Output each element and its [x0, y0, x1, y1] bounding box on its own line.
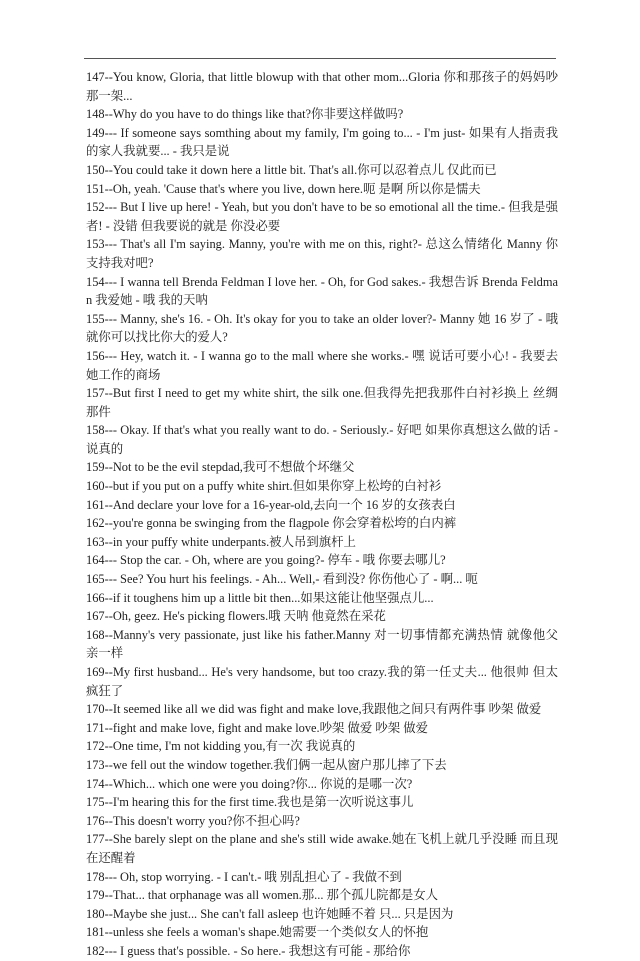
transcript-line-151: 151--Oh, yeah. 'Cause that's where you live, down here.呃 是啊 所以你是懦夫 — [86, 181, 481, 196]
transcript-line-164: 164--- Stop the car. - Oh, where are you going?- 停车 - 哦 你要去哪儿? — [86, 553, 446, 568]
transcript-line-181: 181--unless she feels a woman's shape.她需要一个类似女人的怀抱 — [86, 925, 429, 940]
transcript-line-177: 177--She barely slept on the plane and she's still wide awake.她在飞机上就几乎没睡 而且现在还醒着 — [86, 832, 558, 865]
transcript-line-154: 154--- I wanna tell Brenda Feldman I love her. - Oh, for God sakes.- 我想告诉 Brenda Feldman 我爱她 - 哦 我的天呐 — [86, 274, 558, 308]
transcript-line-168: 168--Manny's very passionate, just like his father.Manny 对一切事情都充满热情 就像他父亲一样 — [86, 627, 558, 661]
transcript-line-150: 150--You could take it down here a little bit. That's all.你可以忍着点儿 仅此而已 — [86, 162, 497, 177]
transcript-line-148: 148--Why do you have to do things like that?你非要这样做吗? — [86, 107, 404, 122]
transcript-line-178: 178--- Oh, stop worrying. - I can't.- 哦 别乱担心了 - 我做不到 — [86, 869, 402, 884]
transcript-line-167: 167--Oh, geez. He's picking flowers.哦 天呐 他竟然在采花 — [86, 609, 386, 624]
transcript-line-156: 156--- Hey, watch it. - I wanna go to the mall where she works.- 嘿 说话可要小心! - 我要去她工作的商场 — [86, 348, 558, 382]
header-rule — [84, 58, 556, 59]
transcript-line-179: 179--That... that orphanage was all women.那... 那个孤儿院都是女人 — [86, 888, 439, 903]
transcript-line-182: 182--- I guess that's possible. - So here.- 我想这有可能 - 那给你 — [86, 943, 411, 958]
transcript-line-172: 172--One time, I'm not kidding you,有一次 我说真的 — [86, 739, 356, 754]
transcript-line-157: 157--But first I need to get my white shirt, the silk one.但我得先把我那件白衬衫换上 丝绸那件 — [86, 386, 558, 419]
transcript-line-165: 165--- See? You hurt his feelings. - Ah... Well,- 看到没? 你伤他心了 - 啊... 呃 — [86, 572, 478, 587]
transcript-line-173: 173--we fell out the window together.我们俩一起从窗户那儿摔了下去 — [86, 757, 447, 772]
transcript-line-180: 180--Maybe she just... She can't fall asleep 也许她睡不着 只... 只是因为 — [86, 906, 454, 921]
transcript-body — [86, 68, 558, 961]
transcript-line-170: 170--It seemed like all we did was fight and make love,我跟他之间只有两件事 吵架 做爱 — [86, 702, 542, 717]
transcript-line-147: 147--You know, Gloria, that little blowup with that other mom...Gloria 你和那孩子的妈妈吵那一架... — [86, 70, 558, 103]
transcript-line-149: 149--- If someone says somthing about my family, I'm going to... - I'm just- 如果有人指责我的家人我就要... - 我只是说 — [86, 125, 558, 159]
transcript-line-176: 176--This doesn't worry you?你不担心吗? — [86, 813, 300, 828]
transcript-line-158: 158--- Okay. If that's what you really want to do. - Seriously.- 好吧 如果你真想这么做的话 - 说真的 — [86, 423, 558, 456]
transcript-line-166: 166--if it toughens him up a little bit then...如果这能让他坚强点儿... — [86, 590, 434, 605]
transcript-line-175: 175--I'm hearing this for the first time.我也是第一次听说这事儿 — [86, 795, 414, 810]
transcript-line-169: 169--My first husband... He's very handsome, but too crazy.我的第一任丈夫... 他很帅 但太疯狂了 — [86, 665, 558, 698]
transcript-line-160: 160--but if you put on a puffy white shirt.但如果你穿上松垮的白衬衫 — [86, 479, 442, 494]
transcript-line-152: 152--- But I live up here! - Yeah, but you don't have to be so emotional all the time.- 但我是强者! - 没错 但我要说的就是 你没必要 — [86, 200, 558, 233]
transcript-line-153: 153--- That's all I'm saying. Manny, you're with me on this, right?- 总这么情绪化 Manny 你支持我对吧? — [86, 237, 558, 270]
transcript-line-171: 171--fight and make love, fight and make love.吵架 做爱 吵架 做爱 — [86, 720, 429, 735]
transcript-line-174: 174--Which... which one were you doing?你... 你说的是哪一次? — [86, 776, 413, 791]
transcript-line-159: 159--Not to be the evil stepdad,我可不想做个坏继父 — [86, 460, 355, 475]
transcript-line-161: 161--And declare your love for a 16-year-old,去向一个 16 岁的女孩表白 — [86, 497, 456, 512]
transcript-line-162: 162--you're gonna be swinging from the flagpole 你会穿着松垮的白内裤 — [86, 516, 457, 531]
transcript-line-155: 155--- Manny, she's 16. - Oh. It's okay for you to take an older lover?- Manny 她 16 岁了 - 哦 就你可以找比你大的爱人? — [86, 311, 558, 345]
transcript-line-163: 163--in your puffy white underpants.被人吊到旗杆上 — [86, 534, 356, 549]
